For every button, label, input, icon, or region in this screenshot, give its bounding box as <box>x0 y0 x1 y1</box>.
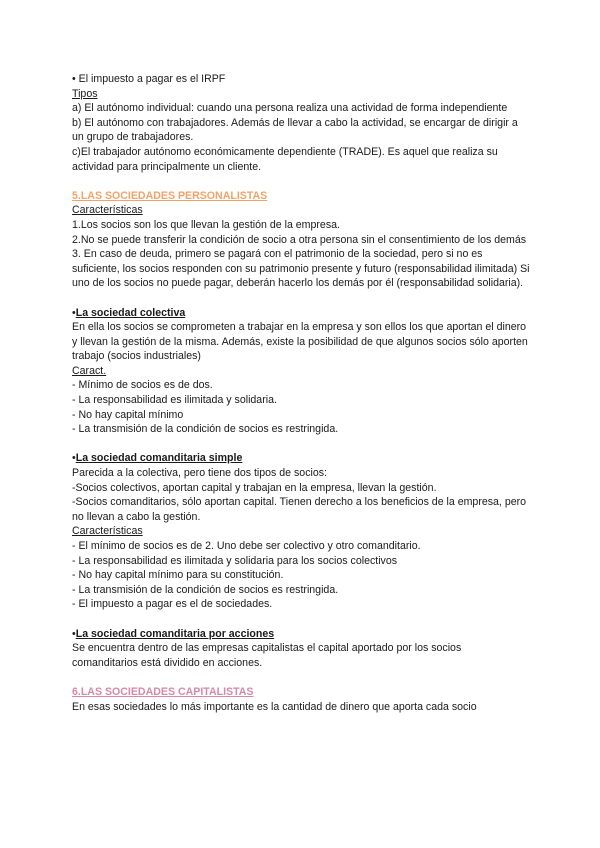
tipo-b: b) El autónomo con trabajadores. Además de llevar a cabo la actividad, se encargar de dirigir a un grupo de trabajadores. <box>72 116 518 144</box>
bullet: • <box>72 452 76 465</box>
colectiva-heading <box>72 306 530 321</box>
comanditaria-simple-item-4: - La transmisión de la condición de socios es restringida. <box>72 583 339 596</box>
comanditaria-acciones-title: La sociedad comanditaria por acciones <box>75 627 275 640</box>
spacer <box>72 437 530 452</box>
spacer <box>72 670 530 685</box>
bullet: • <box>72 306 76 319</box>
colectiva-description: En ella los socios se comprometen a trabajar en la empresa y son ellos los que aportan el dinero y llevan la gestión de la misma. Además, existe la posibilidad de que algunos socios sólo aporten trabajo (socios industriales) <box>72 321 528 363</box>
spacer <box>72 612 530 627</box>
tipo-a: a) El autónomo individual: cuando una persona realiza una actividad de forma independiente <box>72 102 508 115</box>
socios-colectivos: -Socios colectivos, aportan capital y trabajan en la empresa, llevan la gestión. <box>72 481 437 494</box>
colectiva-item-4: - La transmisión de la condición de socios es restringida. <box>72 423 339 436</box>
comanditaria-simple-heading <box>72 451 530 466</box>
spacer <box>72 291 530 306</box>
colectiva-item-1: - Mínimo de socios es de dos. <box>72 379 213 392</box>
section5-caracteristicas-label: Características <box>72 204 143 217</box>
spacer <box>72 174 530 189</box>
socios-comanditarios: -Socios comanditarios, sólo aportan capital. Tienen derecho a los beneficios de la empresa, pero no llevan a cabo la gestión. <box>72 496 527 523</box>
section5-item-1: 1.Los socios son los que llevan la gestión de la empresa. <box>72 218 340 231</box>
section5-item-2: 2.No se puede transferir la condición de socio a otra persona sin el consentimiento de los demás <box>72 233 527 246</box>
bullet: • <box>72 627 76 640</box>
tipo-c: c)El trabajador autónomo económicamente dependiente (TRADE). Es aquel que realiza su actividad para principalmente un cliente. <box>72 145 498 173</box>
comanditaria-simple-intro: Parecida a la colectiva, pero tiene dos tipos de socios: <box>72 467 327 480</box>
irpf-line: • El impuesto a pagar es el IRPF <box>72 73 226 85</box>
colectiva-item-3: - No hay capital mínimo <box>72 408 184 421</box>
colectiva-caract-label: Caract. <box>72 364 107 377</box>
comanditaria-simple-item-2: - La responsabilidad es ilimitada y solidaria para los socios colectivos <box>72 554 398 567</box>
section5-title: 5.LAS SOCIEDADES PERSONALISTAS <box>72 189 268 202</box>
comanditaria-acciones-description: Se encuentra dentro de las empresas capitalistas el capital aportado por los socios comanditarios está dividido en acciones. <box>72 642 462 669</box>
comanditaria-simple-item-3: - No hay capital mínimo para su constitución. <box>72 569 284 582</box>
comanditaria-acciones-heading <box>72 627 530 642</box>
section6-title: 6.LAS SOCIEDADES CAPITALISTAS <box>72 685 254 698</box>
section6-text: En esas sociedades lo más importante es la cantidad de dinero que aporta cada socio <box>72 700 477 713</box>
comanditaria-simple-caracteristicas-label: Características <box>72 525 143 538</box>
section5-item-3: 3. En caso de deuda, primero se pagará con el patrimonio de la sociedad, pero si no es suficiente, los socios responden con su patrimonio presente y futuro (responsabilidad ilimitada) Si uno de los socios no puede pagar, deberán hacerlo los demás por él (responsabilidad solidaria). <box>72 248 530 290</box>
tipos-label: Tipos <box>72 87 98 100</box>
comanditaria-simple-item-5: - El impuesto a pagar es el de sociedades. <box>72 598 273 611</box>
comanditaria-simple-title: La sociedad comanditaria simple <box>75 452 243 465</box>
comanditaria-simple-item-1: - El mínimo de socios es de 2. Uno debe ser colectivo y otro comanditario. <box>72 540 421 552</box>
colectiva-item-2: - La responsabilidad es ilimitada y solidaria. <box>72 394 277 407</box>
colectiva-title: La sociedad colectiva <box>75 306 186 319</box>
